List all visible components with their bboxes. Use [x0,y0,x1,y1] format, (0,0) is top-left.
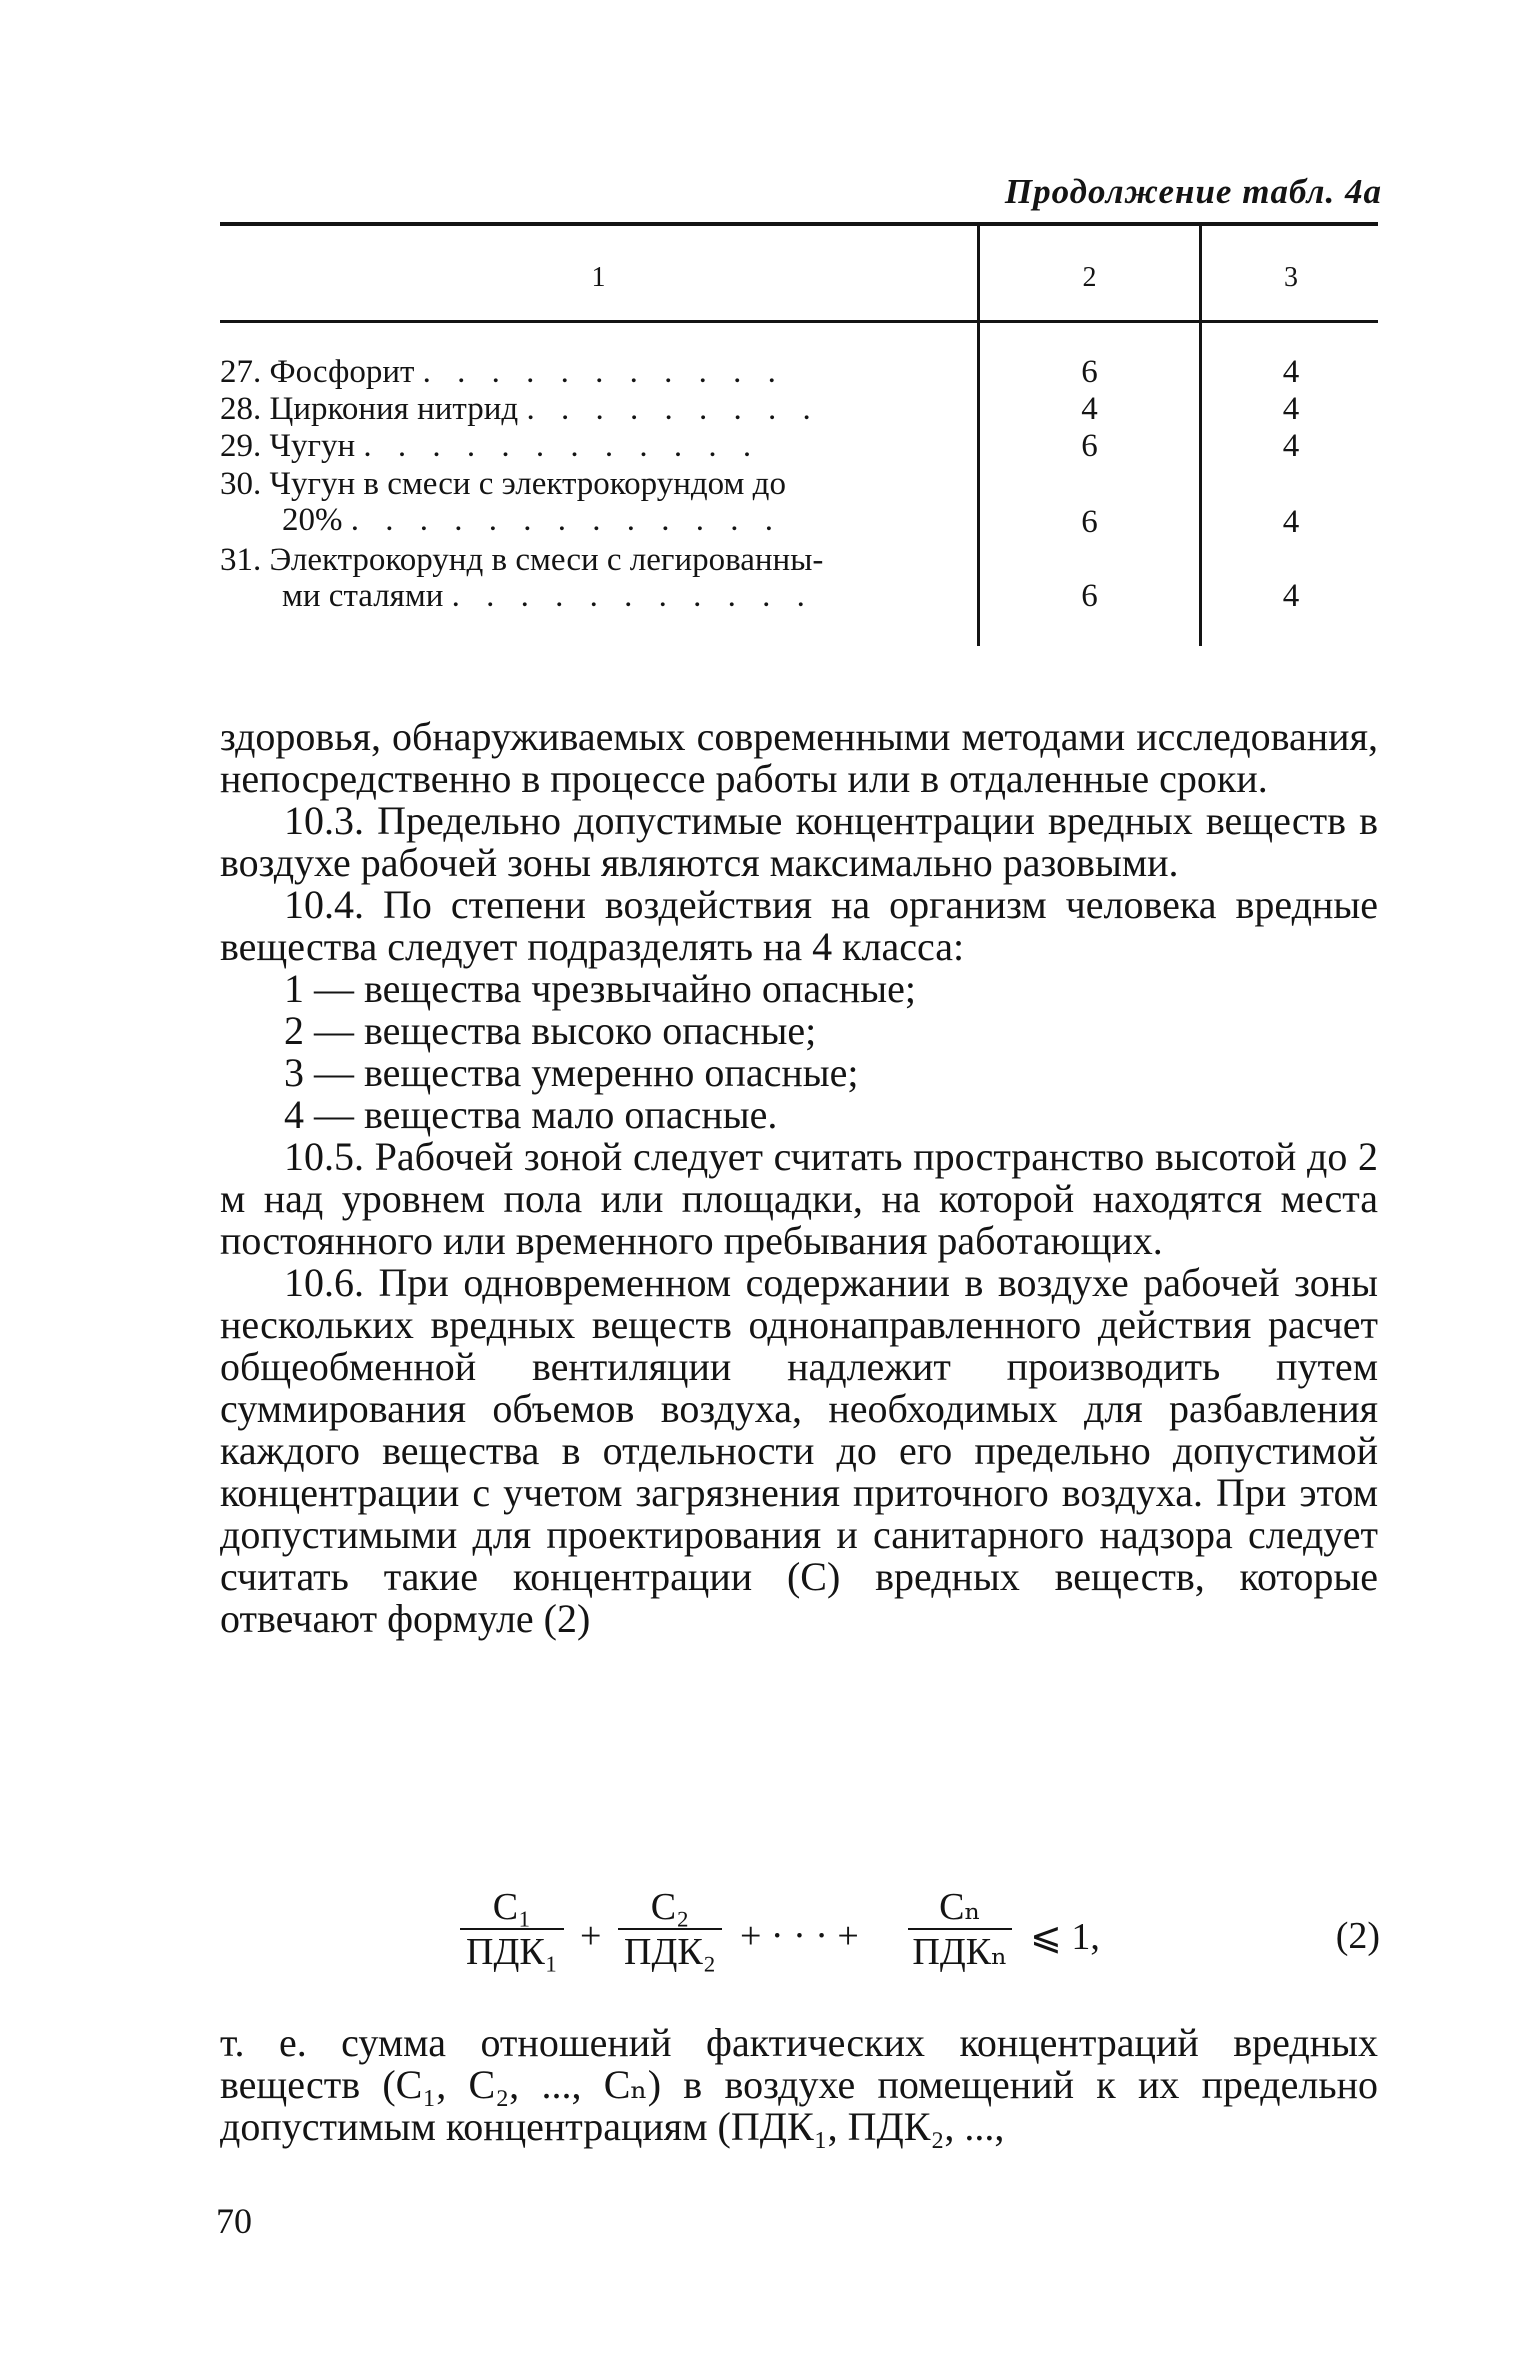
less-or-equal-one: ⩽ 1, [1030,1916,1100,1958]
hazard-class-item: 1 — вещества чрезвычайно опасные; [284,966,916,1011]
row-value-col3: 4 [1282,578,1300,614]
fraction-1: C₁ ПДК₁ [460,1888,564,1972]
equation-number: (2) [1335,1915,1380,1957]
body-text-upper [220,716,1378,1640]
paragraph-after-formula: т. е. сумма отношений фактических концентраций вредных веществ (C₁, C₂, ..., Cₙ) в воздухе помещений к их предельно допустимым концентрациям (ПДК₁, ПДК₂, ..., [220,2020,1378,2149]
row-value-col2: 6 [1081,578,1098,614]
ellipsis-sum: + · · · + [740,1915,859,1957]
row-name: 27. Фосфорит . . . . . . . . . . . [220,354,785,390]
row-name: 31. Электрокорунд в смеси с легированны- ми сталями . . . . . . . . . . . [220,542,824,614]
row-name: 30. Чугун в смеси с электрокорундом до 20% . . . . . . . . . . . . . [220,466,786,538]
row-value-col2: 6 [1081,428,1098,464]
hazard-class-item: 3 — вещества умеренно опасные; [284,1050,859,1095]
row-value-col2: 4 [1081,391,1098,427]
column-header-1: 1 [591,262,606,293]
row-value-col3: 4 [1282,354,1300,390]
row-value-col2: 6 [1081,354,1098,390]
paragraph-10-5: 10.5. Рабочей зоной следует считать пространство высотой до 2 м над уровнем пола или площадки, на которой находятся места постоянного или временного пребывания работающих. [220,1134,1378,1263]
table-header-rule [220,320,1378,323]
page-number: 70 [216,2201,252,2241]
formula-2 [460,1888,1380,1998]
column-header-3: 3 [1284,262,1298,293]
plus-sign: + [580,1915,602,1957]
fraction-2: C₂ ПДК₂ [618,1888,722,1972]
hazard-class-item: 2 — вещества высоко опасные; [284,1008,817,1053]
row-value-col3: 4 [1282,391,1300,427]
table-top-rule [220,222,1378,226]
body-text-lower [220,2022,1378,2148]
paragraph-continuation: здоровья, обнаруживаемых современными методами исследования, непосредственно в процессе работы или в отдаленные сроки. [220,714,1378,801]
hazard-class-item: 4 — вещества мало опасные. [284,1092,778,1137]
row-value-col2: 6 [1081,504,1098,540]
table-caption: Продолжение табл. 4а [1004,172,1382,211]
paragraph-10-6: 10.6. При одновременном содержании в воздухе рабочей зоны нескольких вредных веществ однонаправленного действия расчет общеобменной вентиляции надлежит производить путем суммирования объемов воздуха, необходимых для разбавления каждого вещества в отдельности до его предельно допустимой концентрации с учетом загрязнения приточного воздуха. При этом допустимыми для проектирования и санитарного надзора следует считать такие концентрации (С) вредных веществ, которые отвечают формуле (2) [220,1260,1378,1641]
row-value-col3: 4 [1282,428,1300,464]
fraction-n: Cₙ ПДКₙ [908,1888,1012,1972]
paragraph-10-4: 10.4. По степени воздействия на организм человека вредные вещества следует подразделять на 4 класса: [220,882,1378,969]
row-name: 29. Чугун . . . . . . . . . . . . [220,428,761,464]
row-name: 28. Циркония нитрид . . . . . . . . . [220,391,820,427]
column-header-2: 2 [1082,262,1097,293]
paragraph-10-3: 10.3. Предельно допустимые концентрации вредных веществ в воздухе рабочей зоны являются максимально разовыми. [220,798,1378,885]
row-value-col3: 4 [1282,504,1300,540]
